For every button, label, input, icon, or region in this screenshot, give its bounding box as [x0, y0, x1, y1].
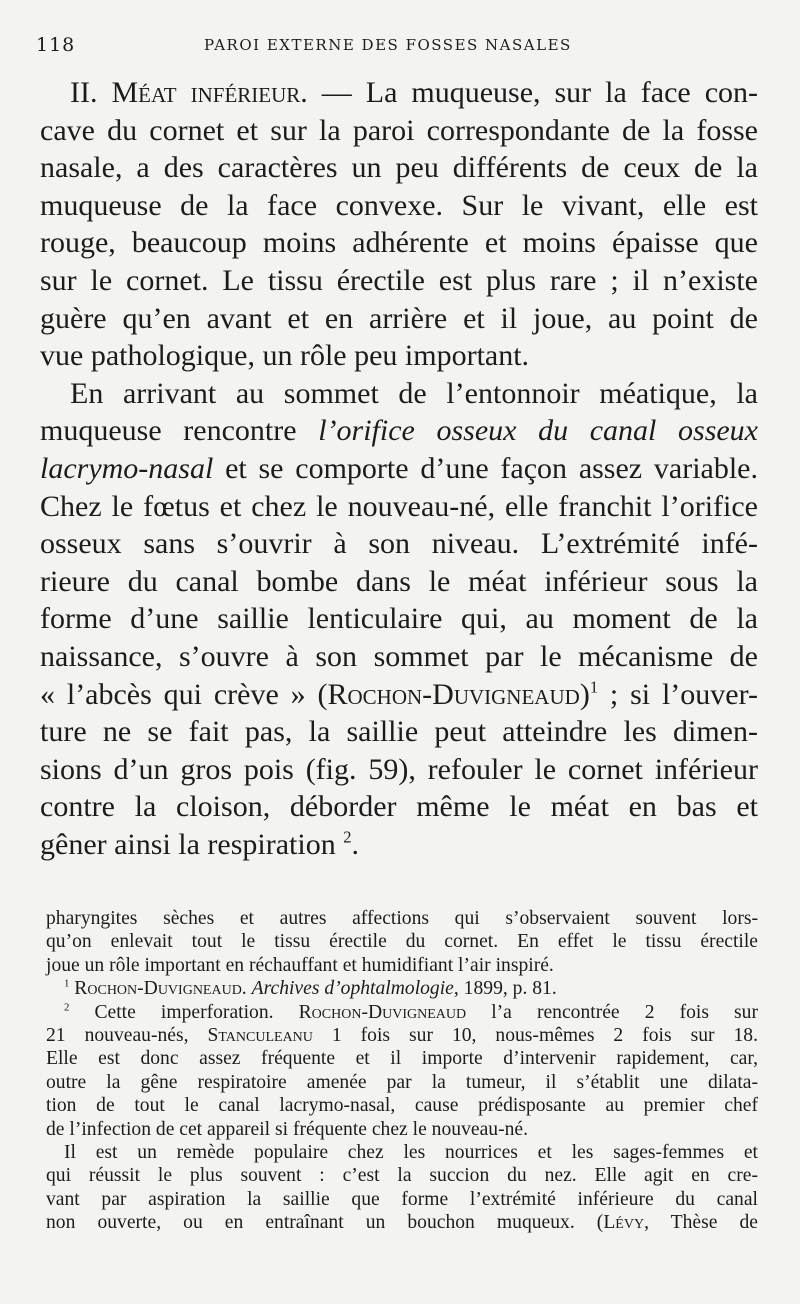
author-name: Rochon-Duvigneaud	[327, 677, 580, 711]
italic-term: l’orifice osseux du canal osseux	[318, 414, 758, 448]
text-line	[40, 826, 758, 864]
author-name: Rochon-Duvigneaud.	[74, 978, 247, 1000]
page-header	[28, 34, 768, 62]
text-line: sions d’un gros pois (fig. 59), refouler le cornet inférieur	[40, 752, 758, 786]
text-line: ture ne se fait pas, la saillie peut atteindre les dimen-	[40, 715, 758, 749]
author-name: Rochon-Duvigneaud	[298, 1001, 467, 1023]
footnote-number: 2	[64, 1001, 70, 1014]
text-line: guère qu’en avant et en arrière et il joue, au point de	[40, 301, 758, 335]
footnote-line: de l’infection de cet appareil si fréquente chez le nouveau-né.	[46, 1118, 528, 1140]
text-line	[40, 676, 758, 714]
footnote-line: qui réussit le plus souvent : c’est la succion du nez. Elle agit en cre-	[46, 1165, 758, 1187]
text-fragment: 21 nouveau-nés,	[46, 1024, 208, 1046]
author-name: Stanculeanu	[207, 1024, 313, 1046]
text-line: naissance, s’ouvre à son sommet par le mécanisme de	[40, 639, 758, 673]
footnote-line: pharyngites sèches et autres affections qui s’observaient souvent lors-	[46, 908, 758, 929]
text-line: rouge, beaucoup moins adhérente et moins épaisse que	[40, 226, 758, 260]
text-line: nasale, a des caractères un peu différents de ceux de la	[40, 151, 758, 185]
text-fragment: )	[579, 677, 590, 711]
text-fragment: .	[351, 827, 359, 861]
text-line: muqueuse de la face convexe. Sur le vivant, elle est	[40, 188, 758, 222]
text-line: sur le cornet. Le tissu érectile est plus rare ; il n’existe	[40, 263, 758, 297]
footnote-line	[46, 1211, 758, 1234]
text-line: En arrivant au sommet de l’entonnoir méatique, la	[70, 376, 758, 410]
footnote-line: vant par aspiration la saillie que forme l’extrémité inférieure du canal	[46, 1188, 758, 1210]
footnote-number: 1	[64, 977, 70, 990]
text-fragment: gêner ainsi la respiration	[40, 827, 344, 861]
section-numeral: II.	[70, 76, 98, 109]
text-line: forme d’une saillie lenticulaire qui, au moment de la	[40, 602, 758, 636]
footnote-ref: 2	[343, 827, 352, 847]
footnote-line: Elle est donc assez fréquente et il importe d’intervenir rapidement, car,	[46, 1048, 758, 1070]
footnote-line: Il est un remède populaire chez les nourrices et les sages-femmes et	[64, 1141, 758, 1163]
text-fragment: l’a rencontrée 2 fois sur	[466, 1001, 758, 1023]
footnote-ref: 1	[589, 676, 599, 696]
text-fragment: ; si l’ouver-	[598, 677, 758, 711]
footnote-1	[46, 977, 758, 1000]
text-fragment: « l’abcès qui crève » (	[40, 677, 328, 711]
footnote-line: outre la gêne respiratoire amenée par la tumeur, il s’établit une dilata-	[46, 1071, 758, 1093]
page-number: 118	[36, 34, 76, 56]
footnotes	[46, 907, 758, 1234]
main-text	[40, 74, 758, 863]
text-line: vue pathologique, un rôle peu important.	[40, 339, 530, 373]
text-fragment: , Thèse de	[644, 1212, 758, 1234]
footnote-2	[46, 1001, 758, 1024]
section-dash: —	[321, 76, 352, 109]
italic-term: lacrymo-nasal	[40, 451, 214, 485]
section-heading-line	[40, 74, 758, 112]
running-head: PAROI EXTERNE DES FOSSES NASALES	[204, 36, 572, 54]
text-fragment: , 1899, p. 81.	[453, 978, 557, 1000]
author-name: Lévy	[603, 1212, 645, 1234]
journal-title: Archives d’ophtalmologie	[251, 978, 454, 1000]
section-title: Méat inférieur.	[111, 76, 308, 109]
text-line: osseux sans s’ouvrir à son niveau. L’extrémité infé-	[40, 527, 758, 561]
text-fragment: et se comporte d’une façon assez variable.	[213, 451, 758, 485]
text-line: contre la cloison, déborder même le méat en bas et	[40, 790, 758, 824]
text-fragment: La muqueuse, sur la face con-	[365, 76, 759, 109]
text-fragment: Cette imperforation.	[69, 1001, 299, 1023]
footnote-line: joue un rôle important en réchauffant et humidifiant l’air inspiré.	[46, 954, 554, 976]
text-fragment: muqueuse rencontre	[40, 414, 319, 448]
text-line: rieure du canal bombe dans le méat inférieur sous la	[40, 564, 758, 598]
text-line	[40, 450, 758, 488]
text-fragment: 1 fois sur 10, nous-mêmes 2 fois sur 18.	[312, 1024, 758, 1046]
footnote-line: qu’on enlevait tout le tissu érectile du cornet. En effet le tissu érectile	[46, 931, 758, 953]
text-line	[40, 412, 758, 450]
text-line: cave du cornet et sur la paroi correspondante de la fosse	[40, 113, 758, 147]
footnote-line	[46, 1024, 758, 1047]
footnote-line: tion de tout le canal lacrymo-nasal, cause prédisposante au premier chef	[46, 1095, 758, 1117]
text-fragment: non ouverte, ou en entraînant un bouchon muqueux. (	[46, 1212, 604, 1234]
text-line: Chez le fœtus et chez le nouveau-né, elle franchit l’orifice	[40, 489, 758, 523]
